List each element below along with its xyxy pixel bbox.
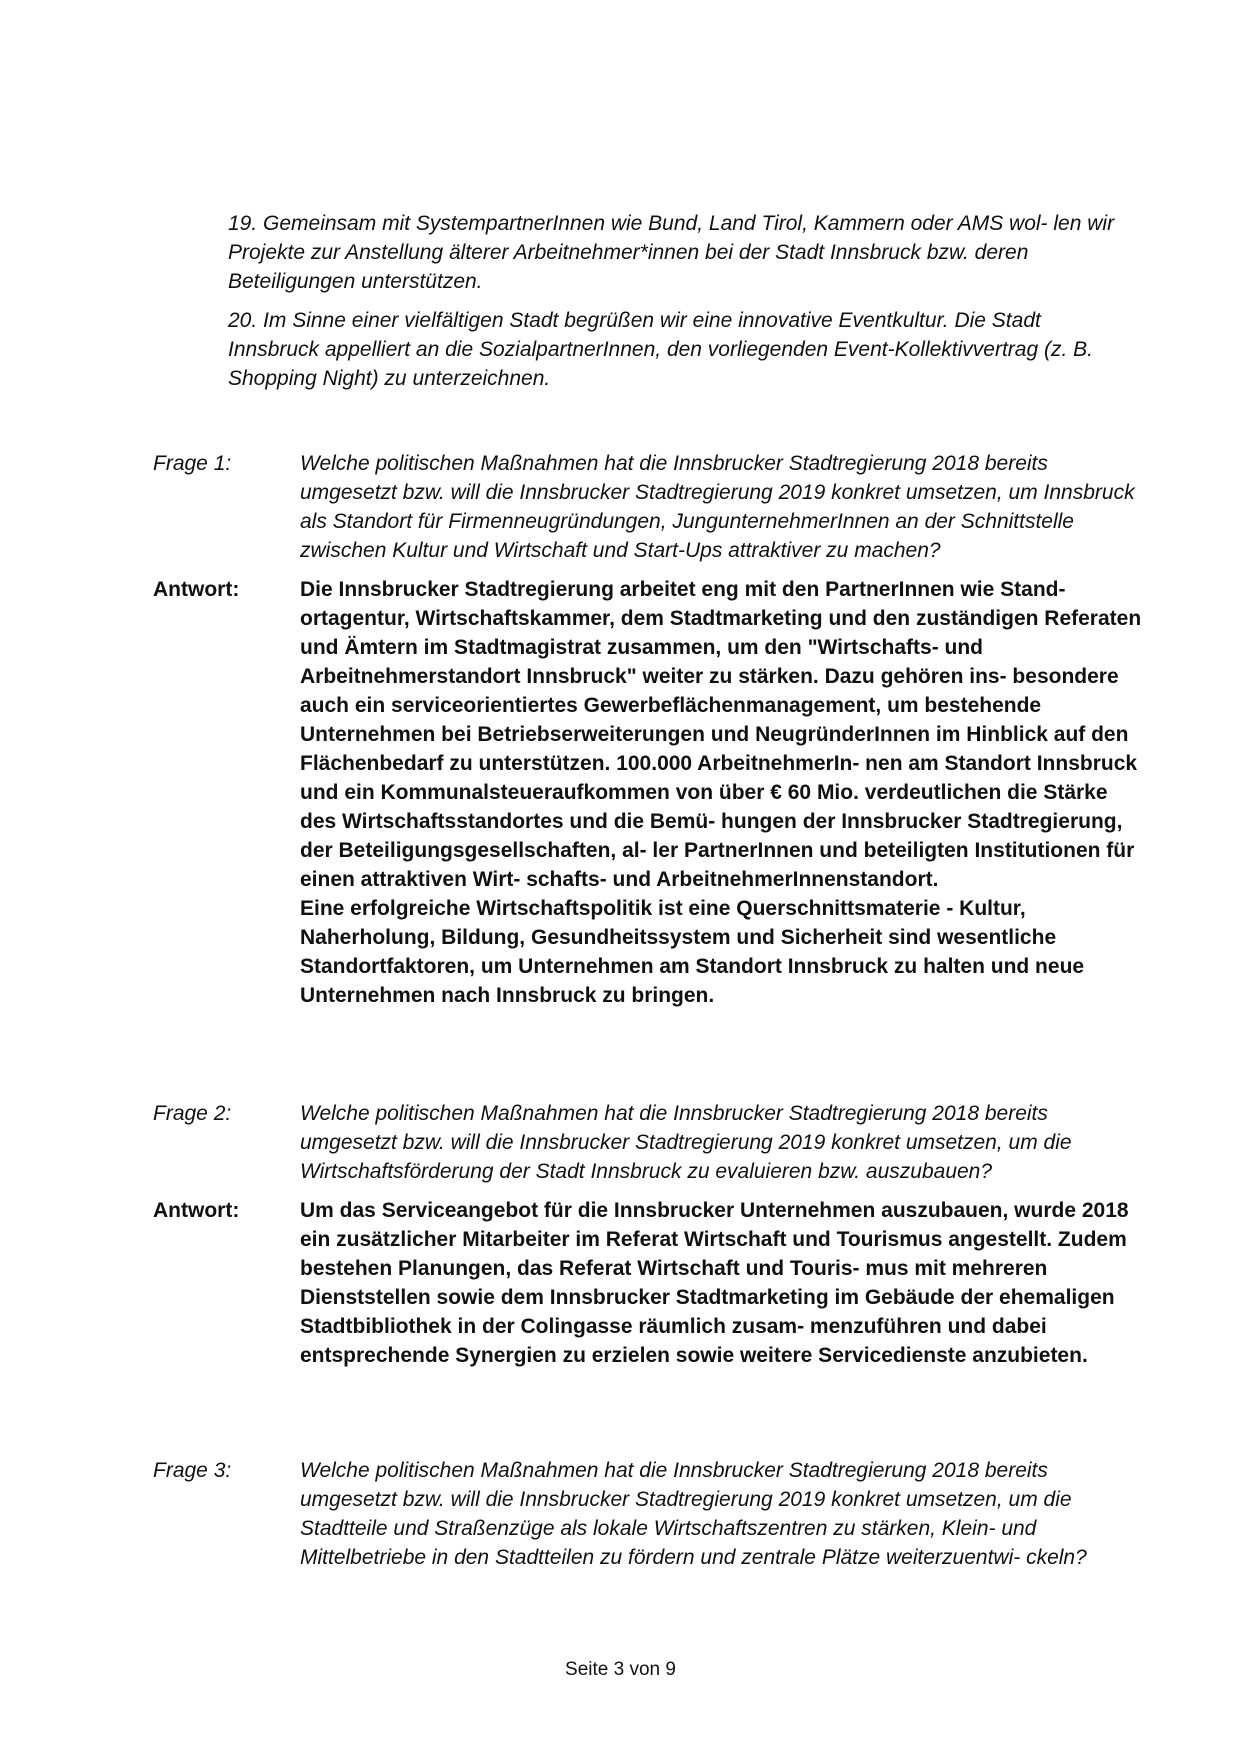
qa-block-1 [153,449,1143,1020]
answer-paragraph: Die Innsbrucker Stadtregierung arbeitet eng mit den PartnerInnen wie Stand- ortagentur, Wirtschaftskammer, dem Stadtmarketing und den zuständigen Referaten und Ämtern im Stadtmagistrat zusammen, um den "Wirtschafts- und Arbeitnehmerstandort Innsbruck" weiter zu stärken. Dazu gehören ins- besondere auch ein serviceorientiertes Gewerbeflächenmanagement, um bestehende Unternehmen bei Betriebserweiterungen und NeugründerInnen im Hinblick auf den Flächenbedarf zu unterstützen. 100.000 ArbeitnehmerIn- nen am Standort Innsbruck und ein Kommunalsteueraufkommen von über € 60 Mio. verdeutlichen die Stärke des Wirtschaftsstandortes und die Bemü- hungen der Innsbrucker Stadtregierung, der Beteiligungsgesellschaften, al- ler PartnerInnen und beteiligten Institutionen für einen attraktiven Wirt- schafts- und ArbeitnehmerInnenstandort. [300,578,1142,891]
qa-block-2 [153,1099,1143,1380]
intro-item-19: 19. Gemeinsam mit SystempartnerInnen wie Bund, Land Tirol, Kammern oder AMS wol- len wir Projekte zur Anstellung älterer Arbeitnehmer*innen bei der Stadt Innsbruck bzw. deren Beteiligungen unterstützen. [228,212,1115,293]
question-label: Frage 3: [153,1459,232,1482]
question-label: Frage 1: [153,452,232,475]
question-text: Welche politischen Maßnahmen hat die Innsbrucker Stadtregierung 2018 bereits umgesetzt bzw. will die Innsbrucker Stadtregierung 2019 konkret umsetzen, um Innsbruck als Standort für Firmenneugründungen, JungunternehmerInnen an der Schnittstelle zwischen Kultur und Wirtschaft und Start-Ups attraktiver zu machen? [300,452,1135,562]
question-text: Welche politischen Maßnahmen hat die Innsbrucker Stadtregierung 2018 bereits umgesetzt bzw. will die Innsbrucker Stadtregierung 2019 konkret umsetzen, um die Stadtteile und Straßenzüge als lokale Wirtschaftszentren zu stärken, Klein- und Mittelbetriebe in den Stadtteilen zu fördern und zentrale Plätze weiterzuentwi- ckeln? [300,1459,1087,1569]
question-label: Frage 2: [153,1102,232,1125]
answer-label: Antwort: [153,1199,240,1222]
intro-section [228,209,1128,403]
question-1 [153,449,1143,565]
answer-2 [153,1196,1143,1370]
intro-item-20: 20. Im Sinne einer vielfältigen Stadt begrüßen wir eine innovative Eventkultur. Die Stadt Innsbruck appelliert an die SozialpartnerInnen, den vorliegenden Event-Kollektivvertrag (z. B. Shopping Night) zu unterzeichnen. [228,309,1093,390]
question-3 [153,1456,1143,1572]
question-2 [153,1099,1143,1186]
question-text: Welche politischen Maßnahmen hat die Innsbrucker Stadtregierung 2018 bereits umgesetzt bzw. will die Innsbrucker Stadtregierung 2019 konkret umsetzen, um die Wirtschaftsförderung der Stadt Innsbruck zu evaluieren bzw. auszubauen? [300,1102,1072,1183]
answer-text [300,1196,1143,1370]
answer-paragraph: Eine erfolgreiche Wirtschaftspolitik ist eine Querschnittsmaterie - Kultur, Naherholung, Bildung, Gesundheitssystem und Sicherheit sind wesentliche Standortfaktoren, um Unternehmen am Standort Innsbruck zu halten und neue Unternehmen nach Innsbruck zu bringen. [300,897,1085,1007]
answer-label: Antwort: [153,578,240,601]
answer-paragraph: Um das Serviceangebot für die Innsbrucker Unternehmen auszubauen, wurde 2018 ein zusätzlicher Mitarbeiter im Referat Wirtschaft und Tourismus angestellt. Zudem bestehen Planungen, das Referat Wirtschaft und Touris- mus mit mehreren Dienststellen sowie dem Innsbrucker Stadtmarketing im Gebäude der ehemaligen Stadtbibliothek in der Colingasse räumlich zusam- menzuführen und dabei entsprechende Synergien zu erzielen sowie weitere Servicedienste anzubieten. [300,1199,1129,1367]
page-number: Seite 3 von 9 [565,1659,676,1680]
answer-text [300,575,1143,1010]
qa-block-3 [153,1456,1143,1582]
answer-1 [153,575,1143,1010]
